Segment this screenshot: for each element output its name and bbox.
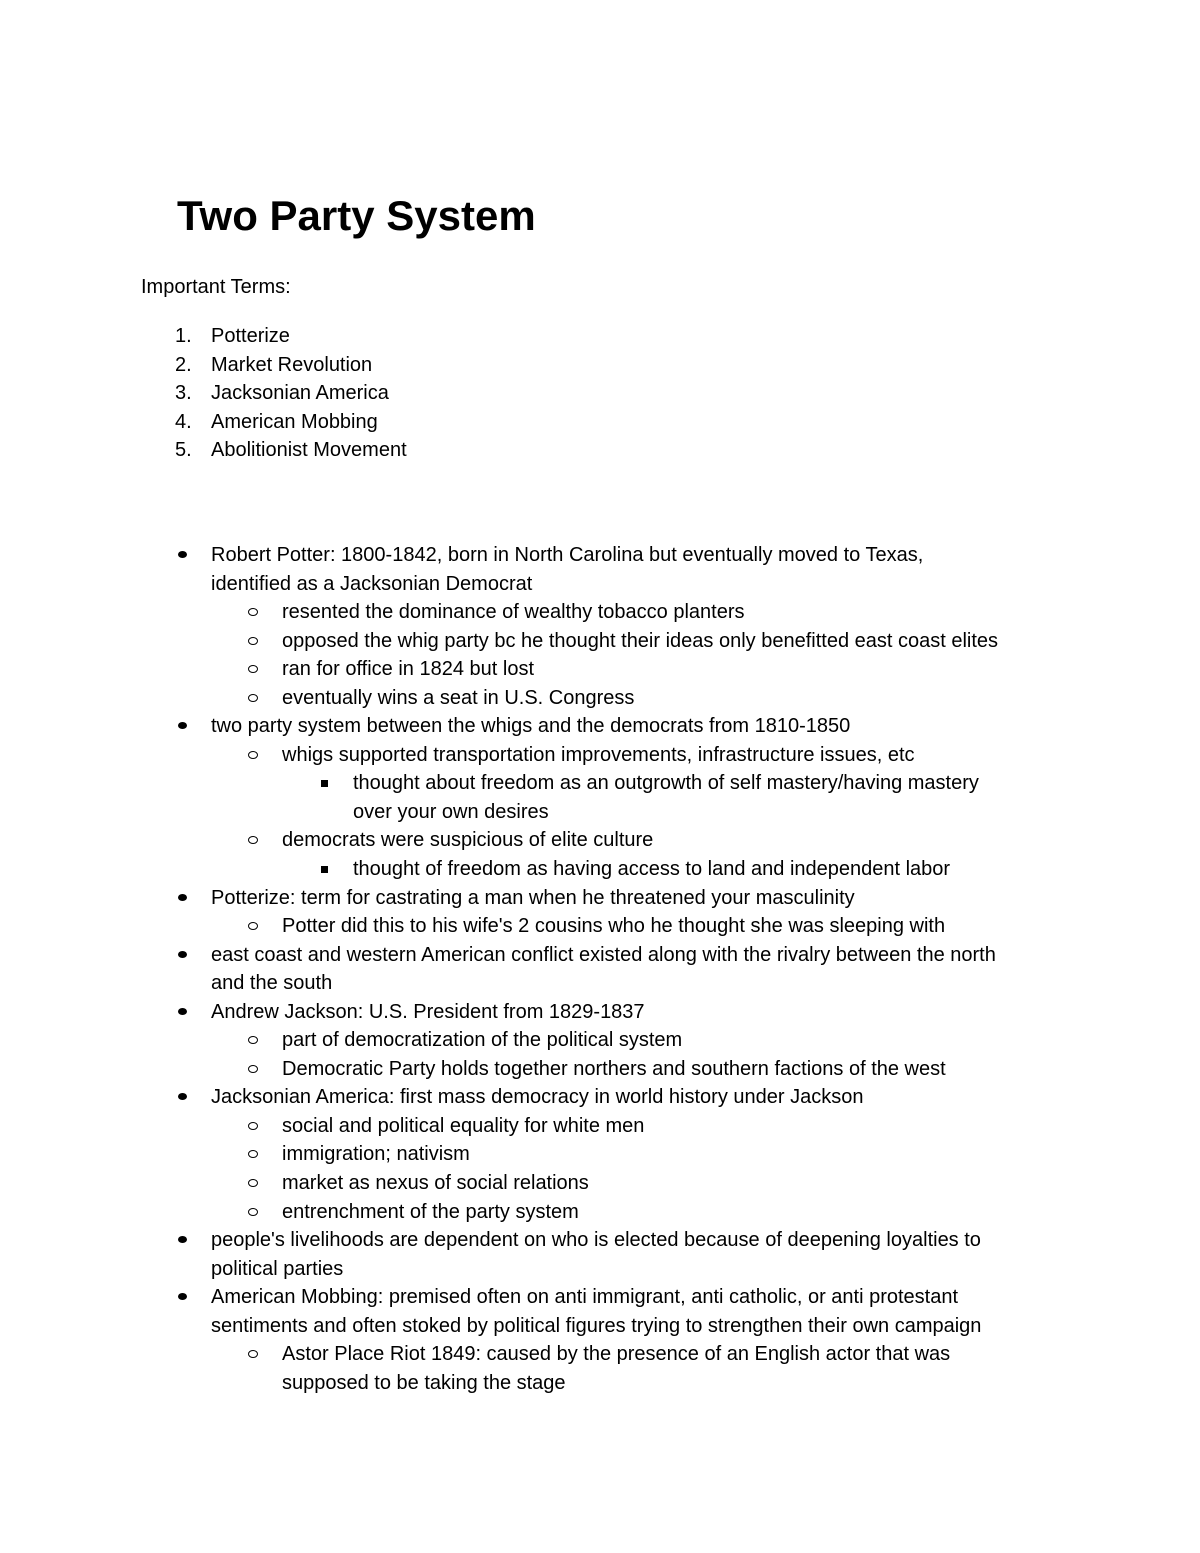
bullet-disc-icon [178, 722, 187, 729]
bullet-disc-icon [178, 1093, 187, 1100]
bullet-square-icon [321, 780, 328, 787]
note-text: ran for office in 1824 but lost [282, 658, 535, 681]
list-item [0, 1083, 998, 1112]
list-item [0, 1198, 998, 1227]
list-item [0, 912, 998, 941]
bullet-circle-icon [248, 665, 258, 673]
list-item [0, 998, 998, 1027]
list-item [0, 855, 998, 884]
bullet-circle-icon [248, 694, 258, 702]
list-item-continuation [0, 969, 998, 998]
term-text: Potterize [211, 325, 290, 347]
list-item [0, 712, 998, 741]
note-text: Andrew Jackson: U.S. President from 1829-1837 [211, 1000, 645, 1023]
note-text: Robert Potter: 1800-1842, born in North Carolina but eventually moved to Texas, [211, 544, 924, 566]
important-terms-heading: Important Terms: [141, 276, 291, 298]
bullet-disc-icon [178, 1008, 187, 1015]
list-number: 2. [175, 353, 192, 376]
note-text: resented the dominance of wealthy tobacco planters [282, 601, 745, 624]
list-number: 5. [175, 439, 192, 462]
list-item [0, 655, 998, 684]
list-item [0, 1340, 998, 1369]
list-item [0, 941, 998, 970]
list-item [0, 741, 998, 770]
note-text: social and political equality for white men [282, 1114, 645, 1137]
note-text: opposed the whig party bc he thought their ideas only benefitted east coast elites [282, 629, 999, 652]
bullet-square-icon [321, 866, 328, 873]
list-item [0, 1283, 998, 1312]
bullet-circle-icon [248, 1208, 258, 1216]
note-text: whigs supported transportation improvements, infrastructure issues, etc [282, 743, 915, 766]
list-item [0, 1112, 998, 1141]
note-text: and the south [211, 972, 333, 995]
bullet-circle-icon [248, 608, 258, 616]
note-text: Potter did this to his wife's 2 cousins who he thought she was sleeping with [282, 915, 946, 938]
list-item-continuation [0, 798, 998, 827]
term-text: American Mobbing [211, 410, 378, 433]
note-text: immigration; nativism [282, 1143, 470, 1166]
list-item [0, 826, 998, 855]
term-text: Abolitionist Movement [211, 439, 407, 462]
list-number: 1. [175, 325, 192, 347]
note-text: entrenchment of the party system [282, 1200, 579, 1223]
note-text: over your own desires [353, 800, 549, 823]
list-item-continuation [0, 570, 998, 599]
note-text: thought about freedom as an outgrowth of self mastery/having mastery [353, 772, 979, 795]
note-text: supposed to be taking the stage [282, 1371, 566, 1394]
note-text: Jacksonian America: first mass democracy in world history under Jackson [211, 1086, 864, 1109]
list-item [0, 379, 407, 408]
list-item [0, 1055, 998, 1084]
list-item [0, 541, 998, 570]
list-item-continuation [0, 1312, 998, 1341]
list-item [0, 1169, 998, 1198]
term-text: Jacksonian America [211, 382, 389, 405]
list-item [0, 598, 998, 627]
list-item [0, 627, 998, 656]
note-text: thought of freedom as having access to land and independent labor [353, 858, 951, 881]
note-text: eventually wins a seat in U.S. Congress [282, 686, 635, 709]
note-text: market as nexus of social relations [282, 1172, 589, 1195]
bullet-circle-icon [248, 751, 258, 759]
list-item [0, 769, 998, 798]
list-item [0, 408, 407, 437]
bullet-circle-icon [248, 1150, 258, 1158]
bullet-circle-icon [248, 1179, 258, 1187]
list-number: 3. [175, 382, 192, 405]
bullet-circle-icon [248, 922, 258, 930]
note-text: political parties [211, 1257, 344, 1280]
note-text: Democratic Party holds together northers and southern factions of the west [282, 1057, 946, 1080]
bullet-circle-icon [248, 637, 258, 645]
document-title: Two Party System [177, 192, 536, 239]
bullet-circle-icon [248, 1036, 258, 1044]
bullet-disc-icon [178, 951, 187, 958]
list-item [0, 1226, 998, 1255]
list-item-continuation [0, 1369, 998, 1398]
bullet-circle-icon [248, 836, 258, 844]
note-text: democrats were suspicious of elite culture [282, 829, 654, 852]
note-text: people's livelihoods are dependent on who is elected because of deepening loyalties to [211, 1229, 981, 1252]
notes-bullet-list [0, 541, 998, 1397]
bullet-disc-icon [178, 894, 187, 901]
list-item [0, 1026, 998, 1055]
bullet-circle-icon [248, 1065, 258, 1073]
note-text: Potterize: term for castrating a man when he threatened your masculinity [211, 886, 855, 909]
bullet-circle-icon [248, 1122, 258, 1130]
list-item [0, 322, 407, 351]
list-item-continuation [0, 1255, 998, 1284]
list-number: 4. [175, 410, 192, 433]
list-item [0, 351, 407, 380]
term-text: Market Revolution [211, 353, 373, 376]
note-text: two party system between the whigs and the democrats from 1810-1850 [211, 715, 851, 738]
note-text: east coast and western American conflict existed along with the rivalry between the north [211, 943, 996, 966]
bullet-disc-icon [178, 1293, 187, 1300]
note-text: Astor Place Riot 1849: caused by the presence of an English actor that was [282, 1343, 951, 1366]
note-text: sentiments and often stoked by political figures trying to strengthen their own campaign [211, 1314, 982, 1337]
terms-numbered-list [0, 322, 407, 465]
bullet-disc-icon [178, 1236, 187, 1243]
note-text: American Mobbing: premised often on anti immigrant, anti catholic, or anti protestant [211, 1286, 959, 1309]
bullet-circle-icon [248, 1350, 258, 1358]
list-item [0, 436, 407, 465]
bullet-disc-icon [178, 551, 187, 558]
note-text: identified as a Jacksonian Democrat [211, 572, 533, 595]
list-item [0, 1140, 998, 1169]
list-item [0, 684, 998, 713]
note-text: part of democratization of the political system [282, 1029, 683, 1052]
list-item [0, 884, 998, 913]
